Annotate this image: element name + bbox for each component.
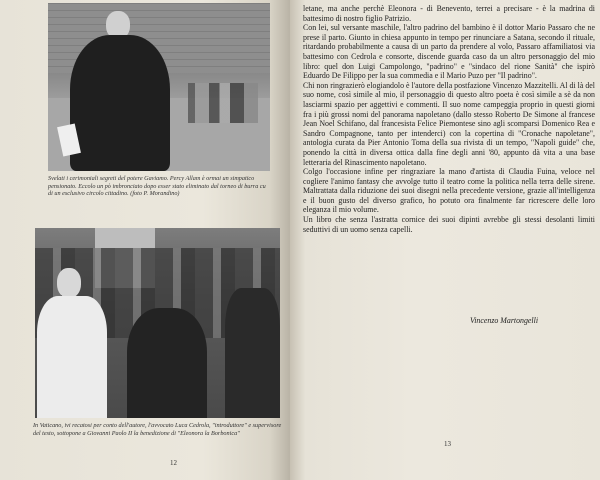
- page-number-left: 12: [170, 459, 177, 467]
- photo-priest-coat: [70, 35, 170, 171]
- photo-priest: [48, 3, 270, 171]
- photo-pope-robe: [37, 296, 107, 418]
- page-number-right: 13: [444, 440, 451, 448]
- paragraph-4: Colgo l'occasione infine per ringraziare la mano d'artista di Claudia Fuina, veloce nel cogliere l'animo fantasy che avvolge tutto il teatro come la politica nella terra delle sirene. Maltrattata dalla riduzione dei suoi disegni nella precedente versione, grazie all'intelligenza e il buon gusto del diverso grafico, ho potuto ora finalmente far ricrescere delle loro eleganza il mio volume.: [303, 167, 595, 215]
- photo-man-right: [225, 288, 280, 418]
- paragraph-2: Con lei, sul versante maschile, l'altro padrino del bambino è il dottor Mario Passaro che ne prese il parto. Giunto in chiesa appunto in tempo per rinunciare a Satana, secondo il rituale, ritardando probabilmente a causa di un parto da prendere al volo, Passaro affamiliatosi via battesimo con Cedrola e consorte, discende guarda caso da un altro personaggio del mio libro: quel don Luigi Campolongo, "padrino" e "sindaco del rione Sanità" che ispirò Eduardo De Filippo per la sua commedia e il Mario Puzo per "Il padrino".: [303, 23, 595, 81]
- left-page: [0, 0, 290, 480]
- paragraph-3: Chi non ringrazierò elogiandolo è l'autore della postfazione Vincenzo Mazzitelli. Al di là del suo nome, così simile al mio, il personaggio di questo altro poeta è così simile a sè da non lasciarmi spazio per aggettivi e commenti. Il suo nome campeggia proprio in questi giorni fra i più grossi nomi del panorama napoletano (dallo stesso Roberto De Simone al francese Jean Noel Schifano, dal francesista Felice Piemontese sino agli scomparsi Domenico Rea e Sandro Compagnone, tanto per intenderci) con la copertina di "Cronache napoletane", antologia curata da Pier Antonio Toma della sua rivista di un tempo, "Napoli guide" che, ponendo la città in diversa ottica dalla fine degli anni '80, appunto dà vita a una base letteraria del Rinascimento napoletano.: [303, 80, 595, 167]
- paragraph-1: letane, ma anche perchè Eleonora - di Benevento, terrei a precisare - è la madrina di battesimo di nostro figlio Patrizio.: [303, 4, 595, 23]
- author-signature: Vincenzo Martongelli: [470, 316, 539, 325]
- photo-pope-head: [57, 268, 81, 298]
- body-text: [303, 4, 595, 234]
- photo-man-bowing: [127, 308, 207, 418]
- photo-bottom-caption: In Vaticano, ivi recatosi per conto dell'autore, l'avvocato Luca Cedrola, "introduttore" e supervisore del testo, sottopone a Giovanni Paolo II la benedizione di "Eleonora la Borbonica": [33, 422, 282, 437]
- photo-vatican: [35, 228, 280, 418]
- photo-bystanders: [188, 83, 258, 123]
- paragraph-5: Un libro che senza l'astratta cornice dei suoi dipinti avrebbe gli stessi desolanti limiti seduttivi di un uomo senza capelli.: [303, 215, 595, 234]
- photo-top-caption: Svelati i cerimoniali segreti del potere Gaviamo. Percy Allam è ormai un simpatico pensionato. Eccolo un pò imbronciato dopo esser stato eliminato dal torneo di burra cu di un esclusivo circolo cittadino. (foto P. Morandino): [48, 175, 266, 198]
